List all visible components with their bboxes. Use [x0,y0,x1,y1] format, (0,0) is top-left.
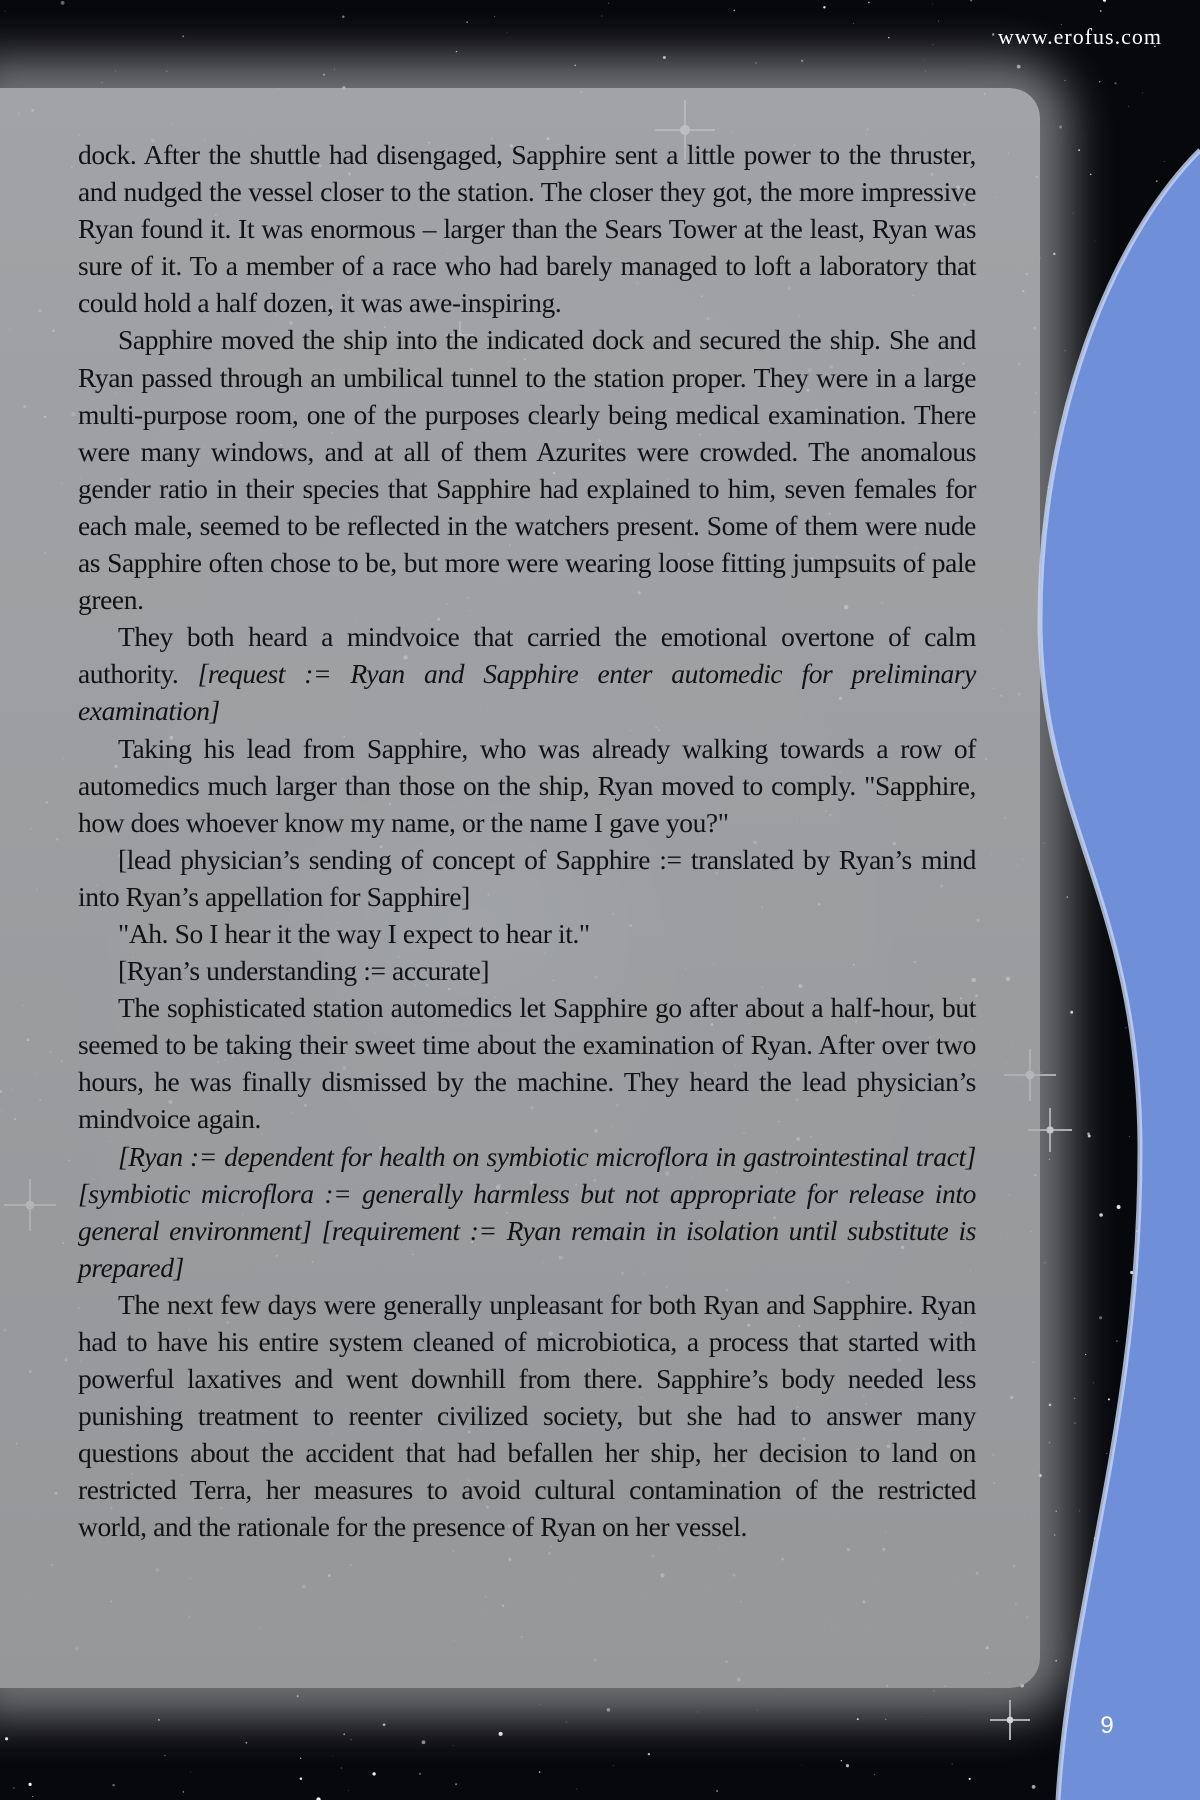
paragraph: [Ryan’s understanding := accurate] [118,955,490,987]
paragraph: [lead physician’s sending of concept of Sapphire := translated by Ryan’s mind into Ryan’s appellation for Sapphire] [78,843,976,912]
paragraph: Taking his lead from Sapphire, who was already walking towards a row of automedics much larger than those on the ship, Ryan moved to comply. "Sapphire, how does whoever know my name, or the name I gave you?" [78,732,976,838]
paragraph: The sophisticated station automedics let Sapphire go after about a half-hour, but seemed to be taking their sweet time about the examination of Ryan. After over two hours, he was finally dismissed by the machine. They heard the lead physician’s mindvoice again. [78,992,976,1135]
paragraph-text: They both heard a mindvoice that carried the emotional overtone of calm authority. [78,621,976,690]
site-url: www.erofus.com [997,24,1162,49]
paragraph: The next few days were generally unpleasant for both Ryan and Sapphire. Ryan had to have his entire system cleaned of microbiotica, a process that started with powerful laxatives and went downhill from there. Sapphire’s body needed less punishing treatment to reenter civilized society, but she had to answer many questions about the accident that had befallen her ship, her decision to land on restricted Terra, her measures to avoid cultural contamination of the restricted world, and the rationale for the presence of Ryan on her vessel. [78,1288,976,1543]
paragraph [78,618,976,729]
paragraph: Sapphire moved the ship into the indicated dock and secured the ship. She and Ryan passed through an umbilical tunnel to the station proper. They were in a large multi-purpose room, one of the purposes clearly being medical examination. There were many windows, and at all of them Azurites were crowded. The anomalous gender ratio in their species that Sapphire had explained to him, seven females for each male, seemed to be reflected in the watchers present. Some of them were nude as Sapphire often chose to be, but more were wearing loose fitting jumpsuits of pale green. [78,324,976,616]
paragraph: "Ah. So I hear it the way I expect to hear it." [118,917,590,949]
paragraph: dock. After the shuttle had disengaged, Sapphire sent a little power to the thruster, and nudged the vessel closer to the station. The closer they got, the more impressive Ryan found it. It was enormous – larger than the Sears Tower at the least, Ryan was sure of it. To a member of a race who had barely managed to loft a laboratory that could hold a half dozen, it was awe-inspiring. [78,139,976,319]
story-text [78,136,976,1546]
mindvoice-text: [request := Ryan and Sapphire enter automedic for preliminary examination] [78,658,976,727]
page-number: 9 [1100,1712,1114,1739]
mindvoice-paragraph: [Ryan := dependent for health on symbiotic microflora in gastrointestinal tract] [symbiotic microflora := generally harmless but not appropriate for release into general environment] [requirement := Ryan remain in isolation until substitute is prepared] [78,1140,976,1283]
